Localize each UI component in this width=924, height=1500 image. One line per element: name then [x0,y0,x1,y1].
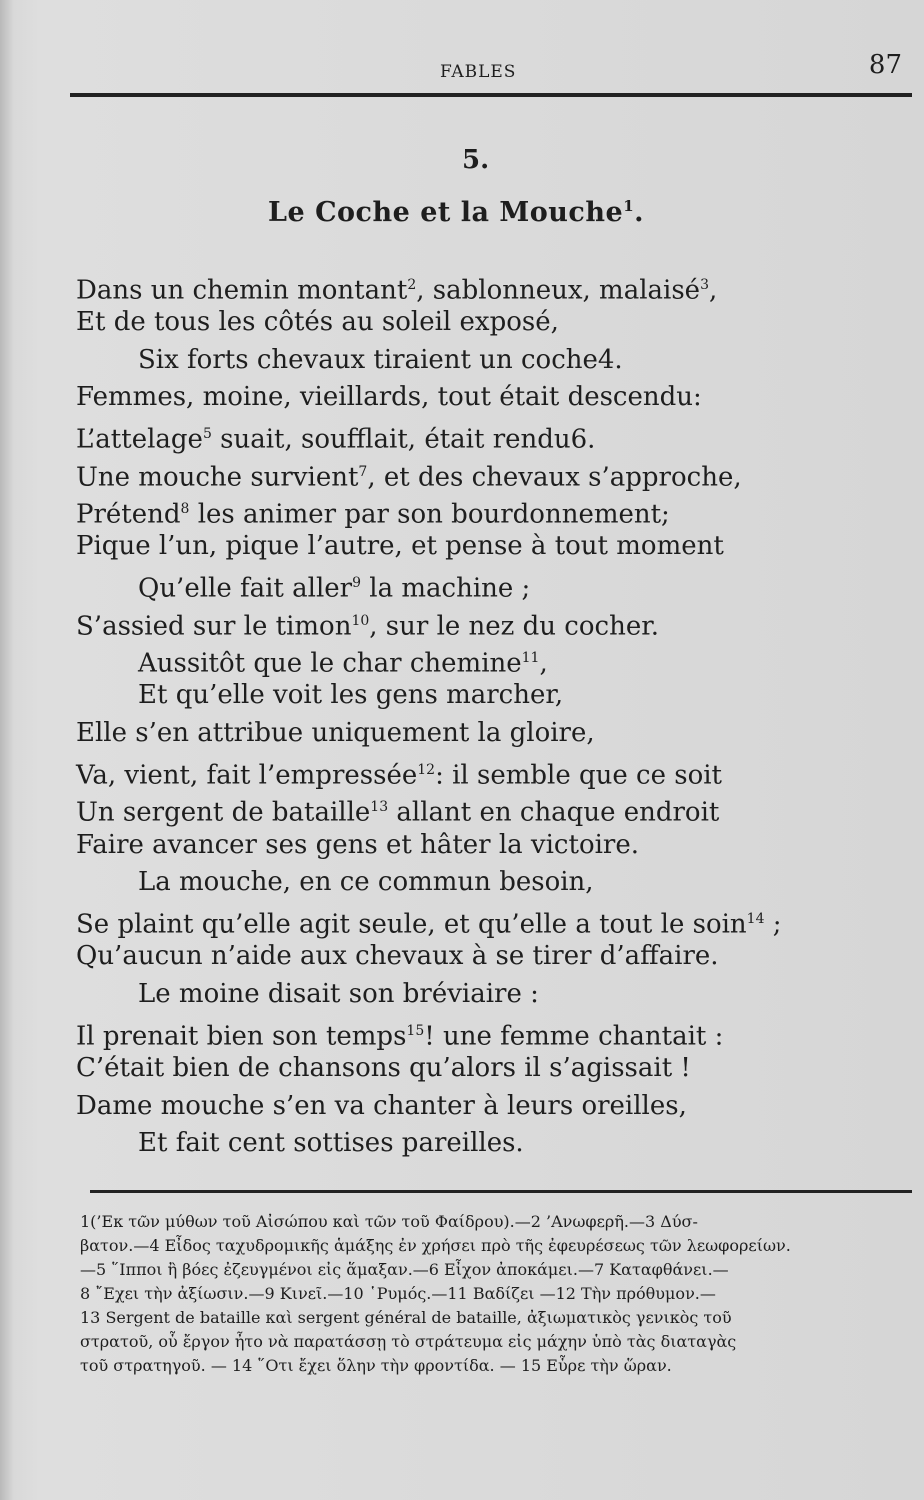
line-text: Une mouche survient [76,462,359,493]
line-text: Qu’elle fait aller [138,574,353,605]
page-number: 87 [868,50,902,80]
footnote-mark: 10 [351,612,370,629]
fable-title-end: . [634,197,645,228]
poem-line [76,270,717,306]
line-text: , et des chevaux s’approche, [367,462,742,493]
line-text: Prétend [76,499,181,530]
line-text: C’était bien de chansons qu’alors il s’agissait ! [76,1053,691,1084]
line-text: Le moine disait son bréviaire : [138,978,539,1009]
line-text: allant en chaque endroit [388,797,720,828]
line-text: Dame mouche s’en va chanter à leurs oreilles, [76,1090,687,1121]
line-text: , [709,275,718,306]
line-text: Va, vient, fait l’empressée [76,760,418,791]
footnote-rule [90,1190,912,1193]
line-text: Et fait cent sottises pareilles. [138,1127,524,1158]
footnote-mark: 8 [180,500,190,517]
footnote-line: —5 ῞Ιπποι ἢ βόες ἐζευγμένοι εἰς ἅμαξαν.—6 Εἶχον ἀποκάμει.—7 Καταφθάνει.— [80,1260,729,1279]
footnote-mark: 11 [521,650,540,666]
poem-line [138,867,594,897]
poem-line [76,307,559,337]
poem-line [76,1016,723,1052]
line-text: Et qu’elle voit les gens marcher, [138,680,564,711]
line-text: Pique l’un, pique l’autre, et pense à tout moment [76,531,724,562]
footnote-line: βατον.—4 Εἶδος ταχυδρομικῆς ἁμάξης ἐν χρήσει πρὸ τῆς ἐφευρέσεως τῶν λεωφορείων. [80,1236,791,1255]
line-text: S’assied sur le timon [76,611,352,642]
footnote-mark: 14 [746,911,765,928]
line-text: La mouche, en ce commun besoin, [138,866,594,897]
footnote-mark: 7 [358,463,368,480]
poem-line [76,382,702,412]
poem-line [76,718,595,748]
poem-line [138,643,548,679]
poem-line [138,680,563,710]
footnote-mark: 3 [700,277,709,293]
poem-line [76,1053,691,1083]
poem-line [76,457,742,493]
poem-line [76,941,719,971]
line-text: ; [764,909,782,940]
line-text: Elle s’en attribue uniquement la gloire, [76,717,595,748]
footnote-line: 8 ῎Εχει τὴν ἀξίωσιν.—9 Κινεῖ.—10 ῾Ρυμός.—11 Βαδίζει —12 Τὴν πρόθυμον.— [80,1284,716,1303]
poem-line [138,979,539,1009]
section-number: 5. [462,145,490,175]
line-text: Et de tous les côtés au soleil exposé, [76,307,559,338]
poem-line [138,345,623,375]
poem-line [76,494,670,530]
header-rule [70,93,912,97]
footnote-mark: 15 [406,1023,425,1039]
poem-line [76,755,722,791]
footnotes [80,1210,920,1378]
footnote-mark: 12 [417,761,436,778]
poem-line [76,904,782,940]
line-text: suait, soufflait, était rendu6. [211,424,596,455]
poem-line [138,568,530,604]
poem-line [76,830,639,860]
line-text: : il semble que ce soit [435,760,722,791]
footnote-line: 1(’Εκ τῶν μύθων τοῦ Αἰσώπου καὶ τῶν τοῦ Φαίδρου).—2 ’Ανωφερῆ.—3 Δύσ- [80,1212,698,1231]
footnote-line: τοῦ στρατηγοῦ. — 14 ῞Οτι ἔχει ὅλην τὴν φροντίδα. — 15 Εὗρε τὴν ὥραν. [80,1356,672,1375]
line-text: L’attelage [76,424,203,455]
line-text: les animer par son bourdonnement; [189,499,670,530]
line-text: Dans un chemin montant [76,275,408,306]
line-text: Se plaint qu’elle agit seule, et qu’elle a tout le soin [76,909,747,940]
line-text: Faire avancer ses gens et hâter la victoire. [76,829,639,860]
line-text: Aussitôt que le char chemine [138,648,522,679]
fable-title-text: Le Coche et la Mouche [268,197,624,228]
poem-line [138,1128,524,1158]
line-text: Qu’aucun n’aide aux chevaux à se tirer d’affaire. [76,941,719,972]
line-text: Femmes, moine, vieillards, tout était descendu: [76,381,702,412]
footnote-line: 13 Sergent de bataille καὶ sergent général de bataille, ἀξιωματικὸς γενικὸς τοῦ [80,1308,732,1327]
line-text: , sur le nez du cocher. [369,611,660,642]
poem-line [76,419,595,455]
poem-line [76,531,724,561]
line-text: Un sergent de bataille [76,797,371,828]
footnote-mark: 13 [370,799,389,816]
fable-title-footnote-mark: 1 [623,197,635,215]
line-text: ! une femme chantait : [424,1021,724,1052]
page-header [70,50,910,86]
poem-line [76,792,719,828]
line-text: Six forts chevaux tiraient un coche4. [138,344,623,375]
line-text: , [539,648,548,679]
footnote-line: στρατοῦ, οὗ ἔργον ἦτο νὰ παρατάσσῃ τὸ στράτευμα εἰς μάχην ὑπὸ τὰς διαταγὰς [80,1332,737,1351]
line-text: Il prenait bien son temps [76,1021,407,1052]
running-title: FABLES [440,62,517,82]
line-text: , sablonneux, malaisé [416,275,701,306]
line-text: la machine ; [361,574,531,605]
poem-line [76,606,659,642]
footnote-mark: 5 [202,426,212,443]
footnote-mark: 2 [407,277,417,293]
footnote-mark: 9 [352,575,362,592]
poem-line [76,1091,687,1121]
fable-title [268,197,644,228]
